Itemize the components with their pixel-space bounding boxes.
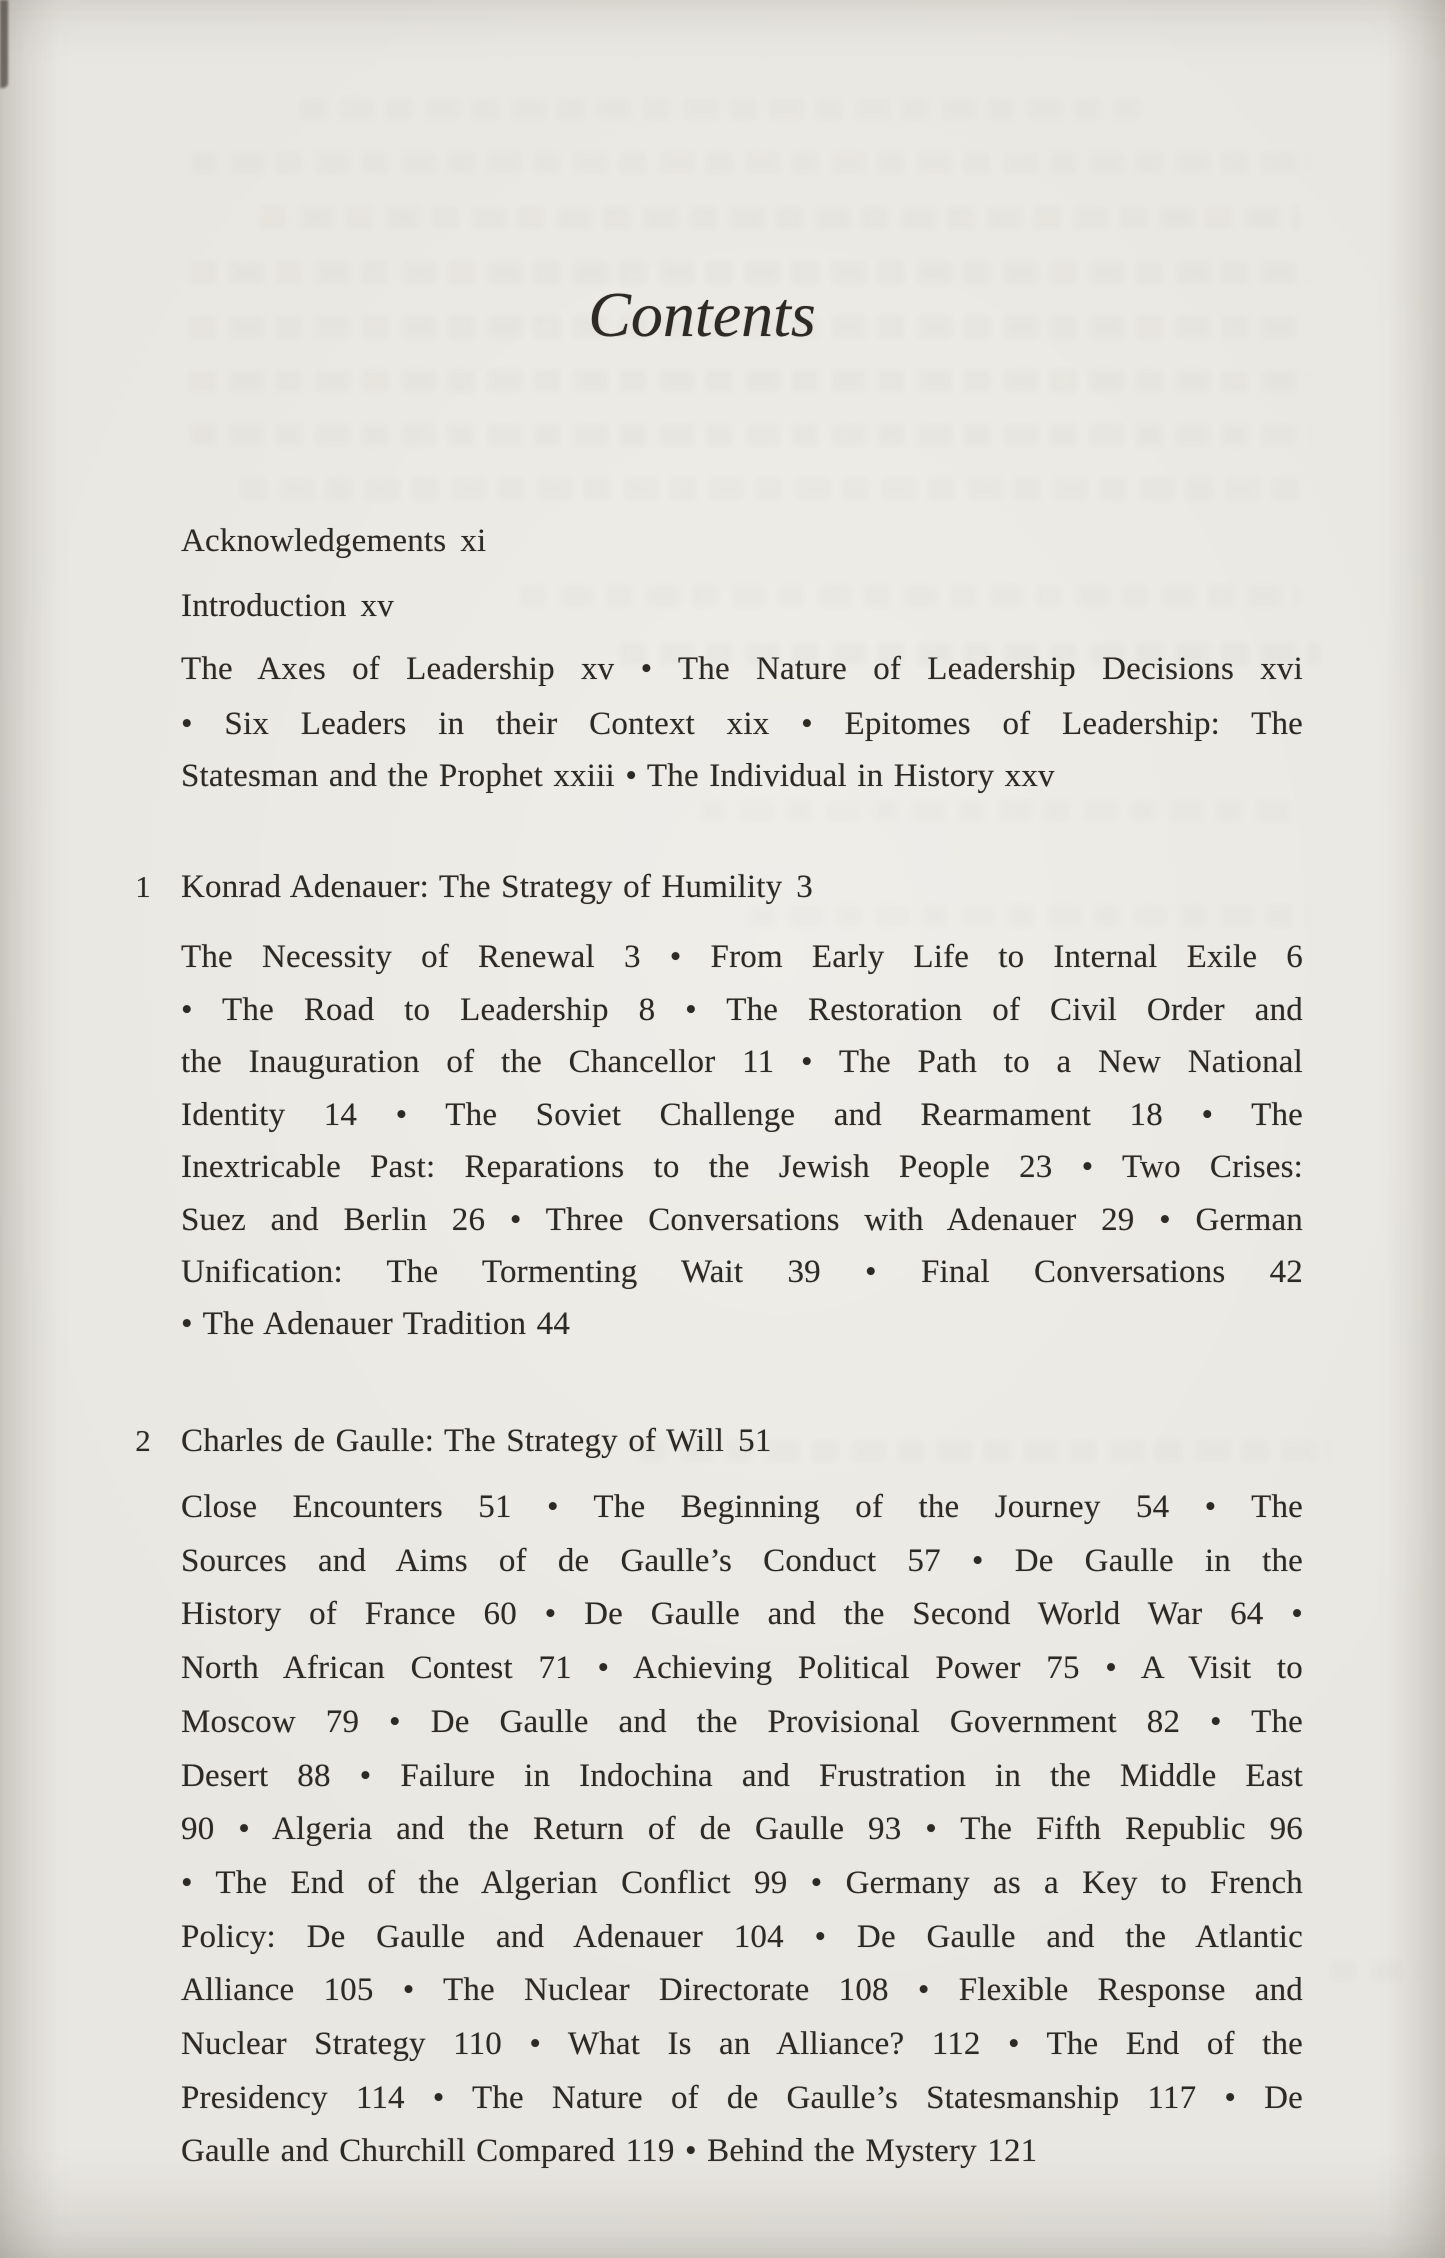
chapter-2-topics-line: North African Contest 71 • Achieving Political Power 75 • A Visit to bbox=[181, 1650, 1303, 1686]
chapter-2-topics-line: Policy: De Gaulle and Adenauer 104 • De Gaulle and the Atlantic bbox=[181, 1919, 1303, 1955]
chapter-2-topics-line: • The End of the Algerian Conflict 99 • Germany as a Key to French bbox=[181, 1865, 1303, 1901]
chapter-1-topics-line: Suez and Berlin 26 • Three Conversations with Adenauer 29 • German bbox=[181, 1202, 1303, 1238]
toc-entry-page: xv bbox=[360, 588, 394, 624]
chapter-page: 51 bbox=[738, 1423, 772, 1459]
toc-entry-page: xi bbox=[460, 523, 487, 559]
chapter-2-topics-line: Nuclear Strategy 110 • What Is an Alliance? 112 • The End of the bbox=[181, 2026, 1303, 2062]
bleedthrough-line bbox=[190, 152, 1310, 174]
chapter-2-topics-line: Moscow 79 • De Gaulle and the Provisional Government 82 • The bbox=[181, 1704, 1303, 1740]
chapter-2-topics-line: Gaulle and Churchill Compared 119 • Behind the Mystery 121 bbox=[181, 2133, 1038, 2169]
chapter-1-topics-line: Inextricable Past: Reparations to the Jewish People 23 • Two Crises: bbox=[181, 1149, 1303, 1185]
chapter-2-topics-line: Alliance 105 • The Nuclear Directorate 108 • Flexible Response and bbox=[181, 1972, 1303, 2008]
bleedthrough-line bbox=[190, 424, 1310, 446]
chapter-1-topics-line: The Necessity of Renewal 3 • From Early Life to Internal Exile 6 bbox=[181, 939, 1303, 975]
toc-entry-acknowledgements bbox=[181, 519, 1303, 563]
bleedthrough-line bbox=[300, 98, 1140, 120]
chapter-number: 1 bbox=[135, 869, 151, 904]
chapter-1-topics-line: • The Road to Leadership 8 • The Restoration of Civil Order and bbox=[181, 992, 1303, 1028]
chapter-2-topics-line: Sources and Aims of de Gaulle’s Conduct 57 • De Gaulle in the bbox=[181, 1543, 1303, 1579]
introduction-topics-line: • Six Leaders in their Context xix • Epitomes of Leadership: The bbox=[181, 706, 1303, 742]
chapter-1-heading bbox=[135, 865, 1303, 909]
page-title: Contents bbox=[588, 279, 816, 350]
toc-entry-label: Acknowledgements bbox=[181, 523, 447, 559]
chapter-number: 2 bbox=[135, 1423, 151, 1458]
chapter-title: Charles de Gaulle: The Strategy of Will bbox=[181, 1423, 725, 1459]
chapter-1-topics-line: the Inauguration of the Chancellor 11 • The Path to a New National bbox=[181, 1044, 1303, 1080]
bleedthrough-line bbox=[1330, 1960, 1420, 1982]
chapter-2-topics-line: 90 • Algeria and the Return of de Gaulle 93 • The Fifth Republic 96 bbox=[181, 1811, 1303, 1847]
toc-entry-label: Introduction bbox=[181, 588, 347, 624]
bleedthrough-line bbox=[240, 478, 1300, 500]
toc-entry-introduction bbox=[181, 584, 1303, 628]
chapter-1-topics-line: Identity 14 • The Soviet Challenge and Rearmament 18 • The bbox=[181, 1097, 1303, 1133]
chapter-1-topics-line: • The Adenauer Tradition 44 bbox=[181, 1306, 571, 1342]
bleedthrough-line bbox=[700, 800, 1300, 822]
chapter-2-topics-line: Presidency 114 • The Nature of de Gaulle’s Statesmanship 117 • De bbox=[181, 2080, 1303, 2116]
introduction-topics-line: Statesman and the Prophet xxiii • The Individual in History xxv bbox=[181, 758, 1055, 794]
chapter-2-topics-line: Close Encounters 51 • The Beginning of the Journey 54 • The bbox=[181, 1489, 1303, 1525]
chapter-page: 3 bbox=[796, 869, 813, 905]
chapter-2-heading bbox=[135, 1419, 1303, 1463]
scan-edge-mark bbox=[0, 0, 8, 88]
introduction-topics-line: The Axes of Leadership xv • The Nature of Leadership Decisions xvi bbox=[181, 651, 1303, 687]
chapter-1-topics-line: Unification: The Tormenting Wait 39 • Final Conversations 42 bbox=[181, 1254, 1303, 1290]
bleedthrough-line bbox=[260, 207, 1300, 229]
chapter-title: Konrad Adenauer: The Strategy of Humility bbox=[181, 869, 783, 905]
chapter-2-topics-line: History of France 60 • De Gaulle and the Second World War 64 • bbox=[181, 1596, 1303, 1632]
bleedthrough-line bbox=[190, 370, 1310, 392]
chapter-2-topics-line: Desert 88 • Failure in Indochina and Frustration in the Middle East bbox=[181, 1758, 1303, 1794]
